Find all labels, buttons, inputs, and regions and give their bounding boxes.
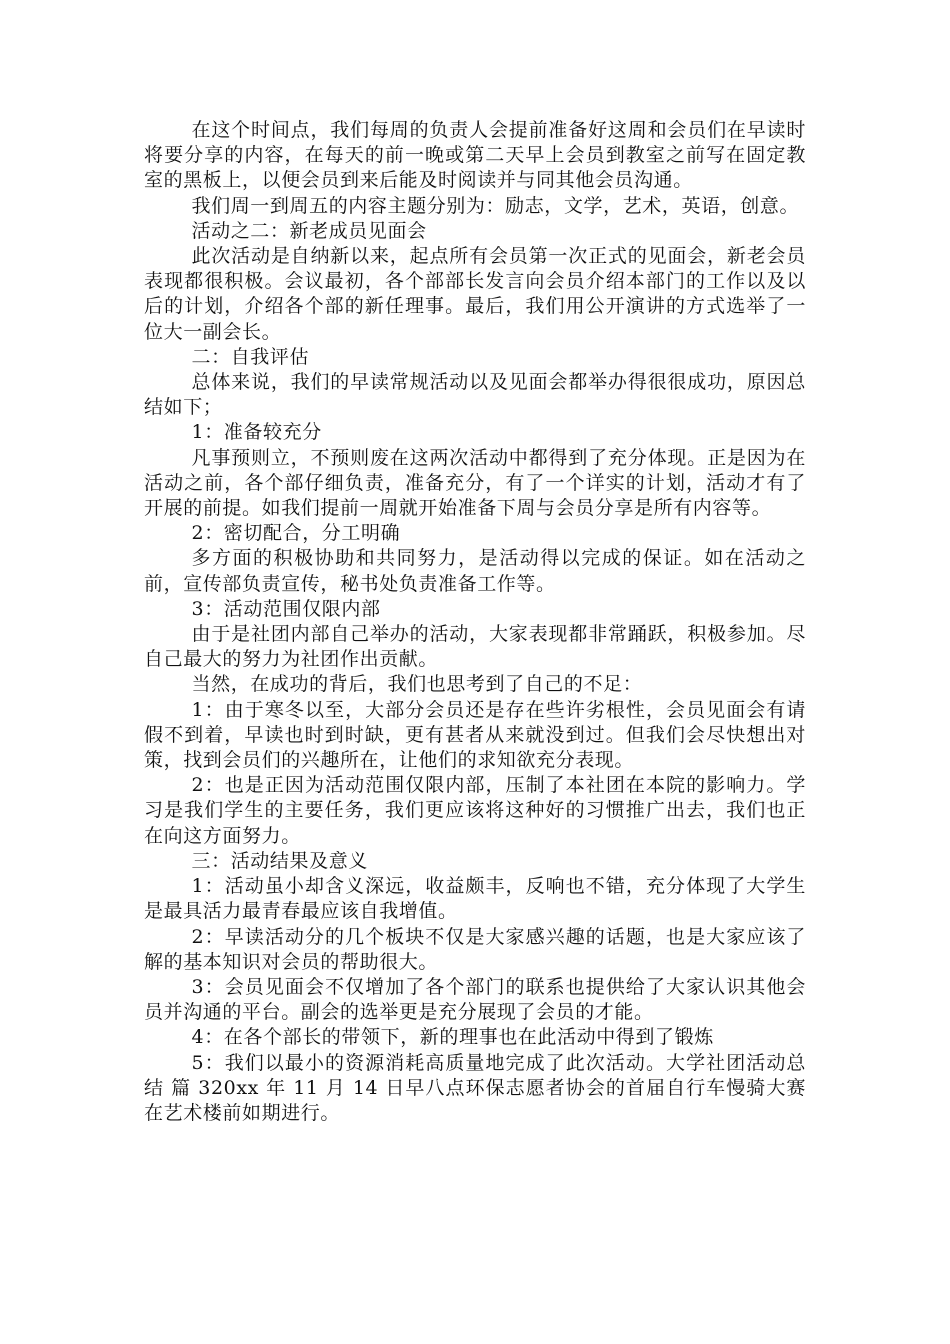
section-heading-results: 三：活动结果及意义 xyxy=(191,849,368,872)
paragraph-15: 5：我们以最小的资源消耗高质量地完成了此次活动。大学社团活动总结 篇 320xx 年 11 月 14 日早八点环保志愿者协会的首届自行车慢骑大赛在艺术楼前如期进行。 xyxy=(144,1051,806,1124)
subheading-1: 1：准备较充分 xyxy=(191,421,322,444)
subheading-2: 2：密切配合，分工明确 xyxy=(191,522,401,545)
paragraph-6: 多方面的积极协助和共同努力，是活动得以完成的保证。如在活动之前，宣传部负责宣传，秘书处负责准备工作等。 xyxy=(144,547,806,595)
paragraph-11: 1：活动虽小却含义深远，收益颇丰，反响也不错，充分体现了大学生是最具活力最青春最应该自我增值。 xyxy=(144,875,806,923)
paragraph-13: 3：会员见面会不仅增加了各个部门的联系也提供给了大家认识其他会员并沟通的平台。副会的选举更是充分展现了会员的才能。 xyxy=(144,975,806,1024)
paragraph-1: 在这个时间点，我们每周的负责人会提前准备好这周和会员们在早读时将要分享的内容，在每天的前一晚或第二天早上会员到教室之前写在固定教室的黑板上，以便会员到来后能及时阅读并与同其他会员沟通。 xyxy=(144,119,806,192)
paragraph-5: 凡事预则立，不预则废在这两次活动中都得到了充分体现。正是因为在活动之前，各个部仔细负责，准备充分，有了一个详实的计划，活动才有了开展的前提。如我们提前一周就开始准备下周与会员分享是所有内容等。 xyxy=(144,446,806,520)
subheading-3: 3：活动范围仅限内部 xyxy=(191,597,381,620)
document-body xyxy=(144,118,806,1126)
paragraph-10: 2：也是正因为活动范围仅限内部，压制了本社团在本院的影响力。学习是我们学生的主要任务，我们更应该将这种好的习惯推广出去，我们也正在向这方面努力。 xyxy=(144,774,806,847)
paragraph-9: 1：由于寒冬以至，大部分会员还是存在些许劣根性，会员见面会有请假不到着，早读也时到时缺，更有甚者从来就没到过。但我们会尽快想出对策，找到会员们的兴趣所在，让他们的求知欲充分表现。 xyxy=(144,698,806,772)
paragraph-12: 2：早读活动分的几个板块不仅是大家感兴趣的话题，也是大家应该了解的基本知识对会员的帮助很大。 xyxy=(144,925,806,973)
section-heading-self-assessment: 二：自我评估 xyxy=(191,345,310,368)
section-heading-activity-2: 活动之二：新老成员见面会 xyxy=(191,219,427,242)
paragraph-14: 4：在各个部长的带领下，新的理事也在此活动中得到了锻炼 xyxy=(191,1026,714,1049)
paragraph-7: 由于是社团内部自己举办的活动，大家表现都非常踊跃，积极参加。尽自己最大的努力为社团作出贡献。 xyxy=(144,623,806,671)
paragraph-8: 当然，在成功的背后，我们也思考到了自己的不足： xyxy=(191,673,643,696)
paragraph-2: 我们周一到周五的内容主题分别为：励志，文学，艺术，英语，创意。 xyxy=(191,194,800,217)
paragraph-4: 总体来说，我们的早读常规活动以及见面会都举办得很很成功，原因总结如下； xyxy=(144,371,806,419)
paragraph-3: 此次活动是自纳新以来，起点所有会员第一次正式的见面会，新老会员表现都很积极。会议最初，各个部部长发言向会员介绍本部门的工作以及以后的计划，介绍各个部的新任理事。最后，我们用公开演讲的方式选举了一位大一副会长。 xyxy=(144,245,806,343)
